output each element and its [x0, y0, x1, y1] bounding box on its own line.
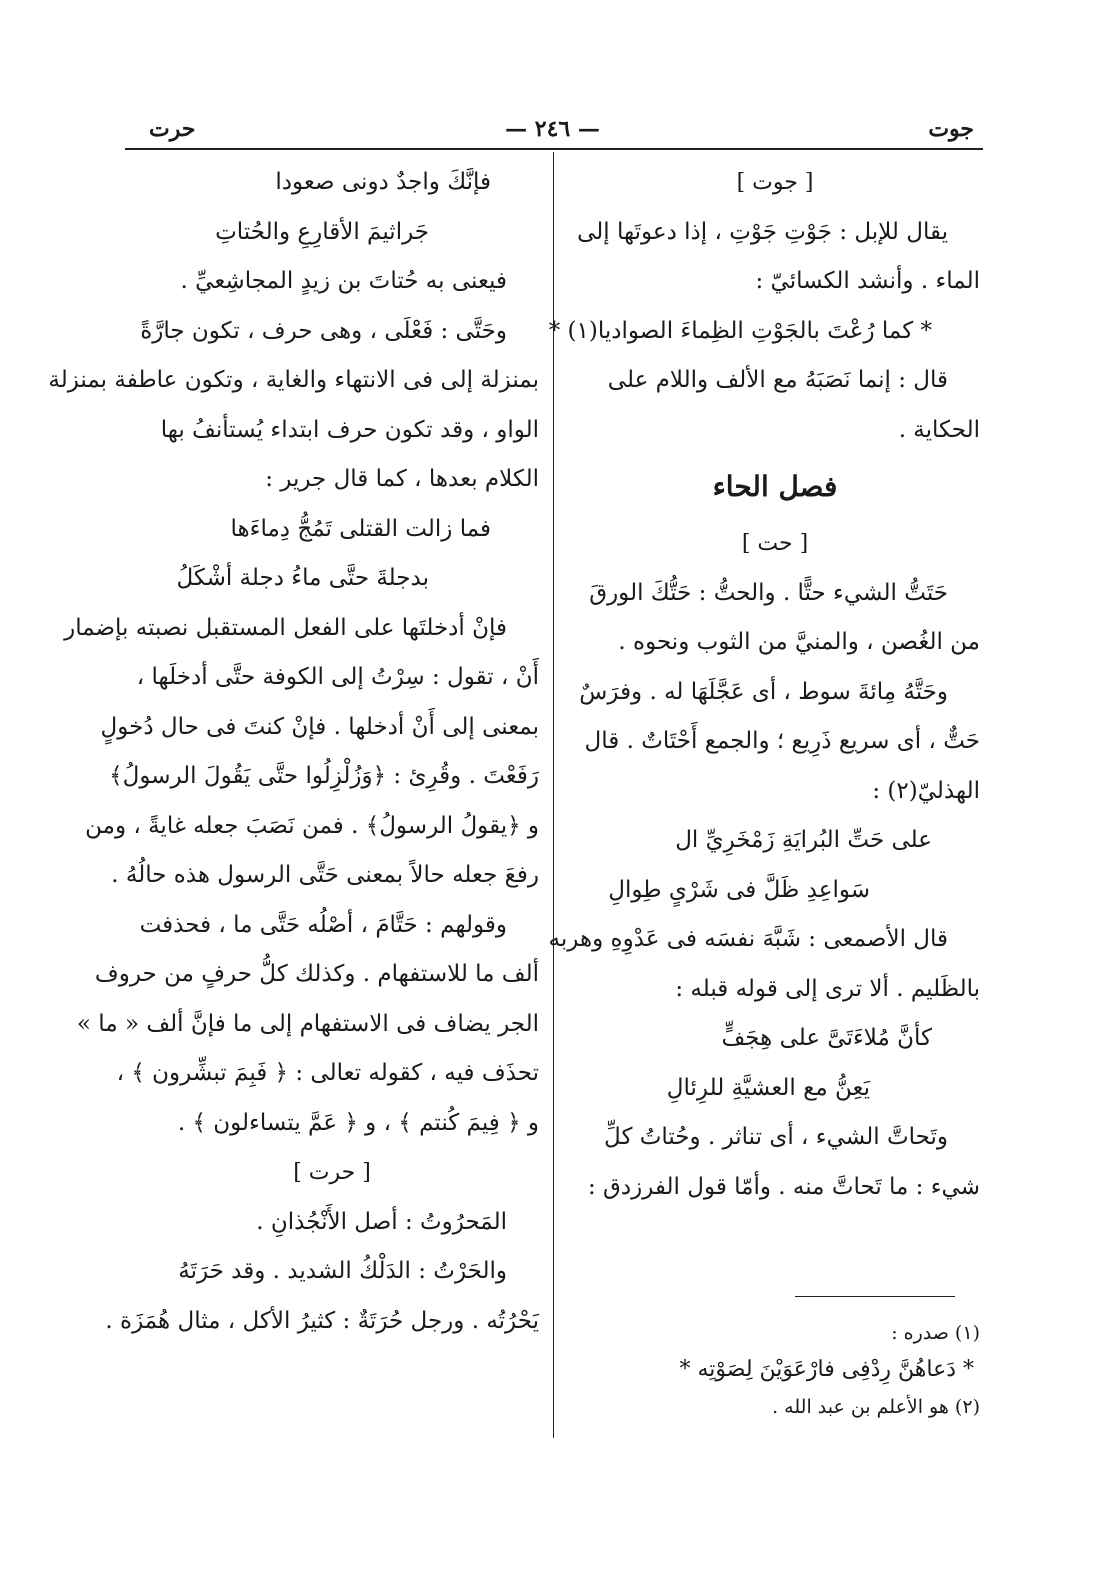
- left-column-line: بمنزلة إلى فى الانتهاء والغاية ، وتكون عاطفة بمنزلة: [48, 367, 539, 393]
- left-column-line: و ﴿يقولُ الرسولُ﴾ . فمن نَصَبَ جعله غايةً ، ومن: [85, 812, 539, 839]
- right-column-line: يقال للإبل : جَوْتِ جَوْتِ ، إذا دعوتَها إلى: [577, 218, 948, 245]
- left-column-line: و ﴿ فِيمَ كُنتم ﴾ ، و ﴿ عَمَّ يتساءلون ﴾ .: [177, 1109, 539, 1136]
- right-column-line: على حَتِّ البُرايَةِ زَمْخَرِيِّ ال: [675, 827, 932, 853]
- right-column-line: شيء : ما تَحاتَّ منه . وأمّا قول الفرزدق :: [587, 1173, 980, 1200]
- right-column-line: * كما رُعْتَ بالجَوْتِ الظِماءَ الصواديا(١) *: [548, 317, 932, 344]
- right-column-line: كأنَّ مُلاءَتَىَّ على هِجَفٍّ: [721, 1025, 932, 1051]
- right-column: [548, 158, 980, 1212]
- footnotes-line: (٢) هو الأعلم بن عبد الله .: [772, 1396, 980, 1418]
- right-column-line: الحكاية .: [898, 416, 980, 443]
- right-column-line: وتَحاتَّ الشيء ، أى تناثر . وحُتاتُ كلِّ: [604, 1124, 948, 1150]
- right-running-headword: جوت: [928, 116, 974, 142]
- left-column-line: ألف ما للاستفهام . وكذلك كلُّ حرفٍ من حروف: [94, 961, 539, 987]
- right-column-line: الماء . وأنشد الكسائيّ :: [755, 268, 980, 294]
- left-column-line: يَحْرُتُه . ورجل حُرَتَةٌ : كثيرُ الأكل ، مثال هُمَزَة .: [105, 1307, 539, 1334]
- left-column-line: المَحرُوتُ : أصل الأَنْجُذانِ .: [256, 1208, 507, 1235]
- left-column-line: تحذَف فيه ، كقوله تعالى : ﴿ فَبِمَ تبشِّرون ﴾ ،: [116, 1060, 539, 1086]
- footnote-rule: [795, 1296, 955, 1297]
- left-column-line: فما زالت القتلى تَمُجُّ دِماءَها: [230, 515, 491, 542]
- right-column-line: سَواعِدِ ظَلَّ فى شَرْىٍ طِوالِ: [608, 876, 870, 903]
- left-column-line: أَنْ ، تقول : سِرْتُ إلى الكوفة حتَّى أدخلَها ،: [136, 664, 539, 690]
- left-column-line: فإنْ أدخلتَها على الفعل المستقبل نصبته بإضمار: [64, 614, 507, 641]
- right-column-line: [ جوت ]: [736, 170, 814, 195]
- left-column-line: وقولهم : حَتَّامَ ، أصْلُه حَتَّى ما ، فحذفت: [139, 911, 507, 938]
- right-column-line: حَتَتُّ الشيء حتًّا . والحتُّ : حَتُّكَ الورقَ: [589, 579, 948, 606]
- right-column-line: قال الأصمعى : شَبَّهَ نفسَه فى عَدْوِهِ وهربه: [548, 926, 948, 952]
- left-column-line: الجر يضاف فى الاستفهام إلى ما فإنَّ ألف « ما »: [76, 1010, 539, 1037]
- left-column-line: فيعنى به حُتاتَ بن زيدٍ المجاشِعيِّ .: [180, 268, 507, 294]
- left-column-line: رَفَعْتَ . وقُرِئ : ﴿وَزُلْزِلُوا حتَّى يَقُولَ الرسولُ﴾: [109, 763, 539, 789]
- left-column-line: رفعَ جعله حالاً بمعنى حَتَّى الرسول هذه حالُهُ .: [111, 862, 539, 888]
- footnotes-line: * دَعاهُنَّ رِدْفِى فارْعَوَيْنَ لِصَوْتِه *: [679, 1357, 974, 1382]
- left-column-line: فإنَّكَ واجدٌ دونى صعودا: [275, 169, 491, 195]
- right-column-line: فصل الحاء: [712, 470, 838, 503]
- right-column-line: حَتٌّ ، أى سريع ذَرِيع ؛ والجمع أَحْتَاتٌ . قال: [584, 728, 980, 754]
- right-column-line: بالظَليم . ألا ترى إلى قوله قبله :: [675, 975, 980, 1002]
- left-column-line: وحَتَّى : فَعْلَى ، وهى حرف ، تكون جارَّةً: [140, 317, 507, 344]
- footnotes: [570, 1316, 980, 1424]
- left-column: [48, 158, 539, 1346]
- header-rule: [125, 148, 983, 150]
- right-column-line: الهذليّ(٢) :: [872, 777, 980, 804]
- right-column-line: قال : إنما نَصَبَهُ مع الألف واللام على: [607, 367, 948, 393]
- page-header: [125, 116, 980, 148]
- right-column-line: يَعِنُّ مع العشيَّةِ للرِئالِ: [666, 1074, 870, 1101]
- left-running-headword: حرت: [149, 116, 196, 142]
- footnotes-line: (١) صدره :: [891, 1322, 980, 1344]
- left-column-line: الكلام بعدها ، كما قال جرير :: [265, 466, 539, 492]
- right-column-line: وحَتَّهُ مِائةَ سوط ، أى عَجَّلَهَا له . وفرَسٌ: [579, 678, 948, 705]
- left-column-line: بدجلةَ حتَّى ماءُ دجلة أشْكَلُ: [176, 565, 429, 591]
- left-column-line: الواو ، وقد تكون حرف ابتداء يُستأنفُ بها: [160, 416, 539, 443]
- left-column-line: [ حرت ]: [293, 1160, 371, 1185]
- left-column-line: جَراثيمَ الأقارِعِ والحُتاتِ: [215, 218, 429, 245]
- page-number: — ٢٤٦ —: [505, 116, 600, 142]
- right-column-line: من الغُصن ، والمنيَّ من الثوب ونحوه .: [618, 629, 980, 655]
- left-column-line: والحَرْتُ : الدَلْكُ الشديد . وقد حَرَتَهُ: [178, 1258, 507, 1284]
- right-column-line: [ حت ]: [741, 531, 809, 556]
- left-column-line: بمعنى إلى أَنْ أدخلها . فإنْ كنتَ فى حال دُخولٍ: [100, 713, 539, 740]
